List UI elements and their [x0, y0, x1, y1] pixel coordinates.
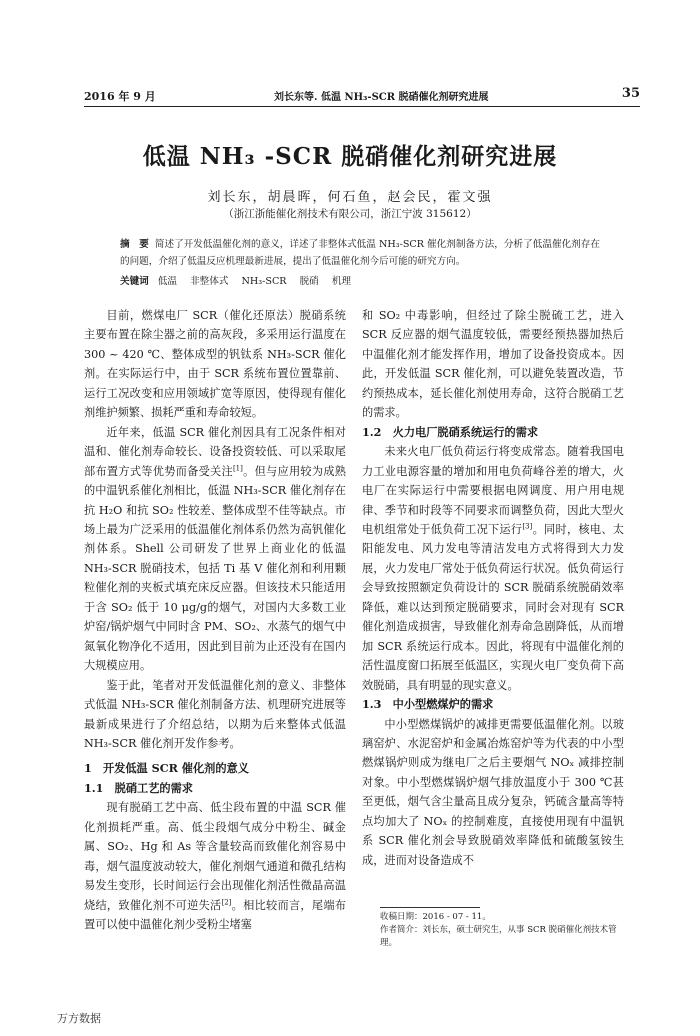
paragraph-background	[84, 423, 346, 676]
keyword: 非整体式	[190, 276, 229, 287]
paragraph-power-plant	[362, 442, 624, 695]
paragraph-text: 。但与应用较为成熟的中温钒系催化剂相比，低温 NH₃-SCR 催化剂存在抗 H₂O 和抗 SO₂ 性较差、整体成型不佳等缺点。市场上最为广泛采用的低温催化剂体系仍然为高钒催化剂体系。Shell 公司研发了世界上商业化的低温 NH₃-SCR 脱硝技术，包括 Ti 基 V 催化剂和利用颗粒催化剂的夹板式填充床反应器。但该技术只能适用于含 SO₂ 低于 10 μg/g的烟气，对国内大多数工业炉窑/锅炉烟气中同时含 PM、SO₂、水蒸气的烟气中氮氧化物净化不适用，因此到目前为止还没有在国内大规模应用。	[84, 464, 346, 673]
keyword: 低温	[157, 276, 178, 287]
paragraph-purpose: 鉴于此，笔者对开发低温催化剂的意义、非整体式低温 NH₃-SCR 催化剂制备方法、机理研究进展等最新成果进行了介绍总结，以期为后来整体式低温 NH₃-SCR 催化剂开发作参考。	[84, 678, 346, 750]
abstract	[120, 236, 600, 270]
section-heading-1-1: 1.1 脱硝工艺的需求	[84, 780, 193, 795]
section-heading-1-3: 1.3 中小型燃煤炉的需求	[362, 697, 494, 712]
author-list: 刘长东，胡晨晖，何石鱼，赵会民，霍文强	[207, 190, 493, 205]
abstract-text: 简述了开发低温催化剂的意义，详述了非整体式低温 NH₃-SCR 催化剂制备方法，分析了低温催化剂存在的问题，介绍了低温反应机理最新进展，提出了低温催化剂今后可能的研究方向。	[120, 239, 600, 267]
abstract-label: 摘 要	[120, 239, 149, 250]
keywords	[120, 273, 600, 287]
keyword: 机理	[331, 276, 352, 287]
issue-date: 2016 年 9 月	[84, 90, 156, 103]
author-bio: 作者简介：刘长东，硕士研究生，从事 SCR 脱硝催化剂技术管理。	[380, 925, 617, 948]
paragraph-text: 未来火电厂低负荷运行将变成常态。随着我国电力工业电源容量的增加和用电负荷峰谷差的增大，火电厂在实际运行中需要根据电网调度、用户用电规律、季节和时段等不同要求而调整负荷，因此大型火电机组常处于低负荷工况下运行	[362, 445, 624, 536]
body-right-column	[362, 306, 624, 870]
paragraph-process-demand	[84, 798, 346, 934]
keywords-label: 关键词	[120, 276, 149, 287]
footnote	[380, 911, 630, 950]
paragraph-text: 现有脱硝工艺中高、低尘段布置的中温 SCR 催化剂损耗严重。高、低尘段烟气成分中粉尘、碱金属、SO₂、Hg 和 As 等含量较高而致催化剂容易中毒，烟气温度波动较大，催化剂烟气通道和微孔结构易发生变形，长时间运行会出现催化剂活性微晶高温烧结，致催化剂不可逆失活	[84, 801, 346, 912]
paragraph-text: 。相比较而言，尾端布置可以使中温催化剂少受粉尘堵塞	[84, 898, 346, 932]
body-left-column	[84, 306, 346, 935]
paragraph-small-boilers: 中小型燃煤锅炉的减排更需要低温催化剂。以玻璃窑炉、水泥窑炉和金属冶炼窑炉等为代表的中小型燃煤锅炉则成为继电厂之后主要烟气 NOₓ 减排控制对象。中小型燃煤锅炉烟气排放温度小于 300 ℃甚至更低，烟气含尘量高且成分复杂，钙硫含量高等特点均加大了 NOₓ 的控制难度，直接使用现有中温钒系 SCR 催化剂会导致脱硝效率降低和硫酸氢铵生成，进而对设备造成不	[362, 717, 624, 867]
paragraph-text: 近年来，低温 SCR 催化剂因具有工况条件相对温和、催化剂寿命较长、设备投资较低、可以采取尾部布置方式等优势而备受关注	[84, 425, 346, 478]
section-heading-1: 1 开发低温 SCR 催化剂的意义	[84, 761, 249, 776]
keyword: NH₃-SCR	[241, 276, 287, 287]
paragraph-text: 。同时，核电、太阳能发电、风力发电等清洁发电方式将得到大力发展，火力发电厂常处于低负荷运行状况。低负荷运行会导致按照额定负荷设计的 SCR 脱硝系统脱硝效率降低，难以达到预定脱硝要求，同时会对现有 SCR 催化剂造成损害，导致催化剂寿命急剧降低，从而增加 SCR 系统运行成本。因此，将现有中温催化剂的活性温度窗口拓展至低温区，实现火电厂变负荷下高效脱硝，具有明显的现实意义。	[362, 522, 624, 692]
header-rule	[84, 106, 640, 107]
affiliation: （浙江浙能催化剂技术有限公司，浙江宁波 315612）	[223, 208, 477, 220]
running-title: 刘长东等. 低温 NH₃-SCR 脱硝催化剂研究进展	[274, 92, 489, 103]
paragraph-intro: 目前，燃煤电厂 SCR（催化还原法）脱硝系统主要布置在除尘器之前的高灰段，多采用运行温度在 300 ~ 420 ℃、整体成型的钒钛系 NH₃-SCR 催化剂。在实际运行中，由于 SCR 系统布置位置靠前、运行工况改变和应用领域扩宽等原因，使得现有催化剂维护频繁、损耗严重和寿命较短。	[84, 309, 346, 420]
citation[interactable]: [3]	[522, 522, 533, 531]
received-date: 收稿日期：2016 - 07 - 11。	[380, 912, 491, 922]
watermark: 万方数据	[57, 1012, 101, 1025]
footnote-rule	[380, 907, 480, 908]
page-number: 35	[621, 86, 640, 101]
keyword: 脱硝	[299, 276, 319, 287]
running-header	[84, 88, 640, 104]
section-heading-1-2: 1.2 火力电厂脱硝系统运行的需求	[362, 424, 539, 439]
article-title: 低温 NH₃ -SCR 脱硝催化剂研究进展	[142, 143, 558, 170]
citation[interactable]: [1]	[232, 463, 243, 472]
paragraph-continued: 和 SO₂ 中毒影响，但经过了除尘脱硫工艺，进入 SCR 反应器的烟气温度较低，需要经预热器加热后中温催化剂才能发挥作用，增加了设备投资成本。因此，开发低温 SCR 催化剂，可以避免装置改造，节约预热成本，延长催化剂使用寿命，这符合脱硝工艺的需求。	[362, 309, 624, 420]
citation[interactable]: [2]	[221, 897, 232, 906]
